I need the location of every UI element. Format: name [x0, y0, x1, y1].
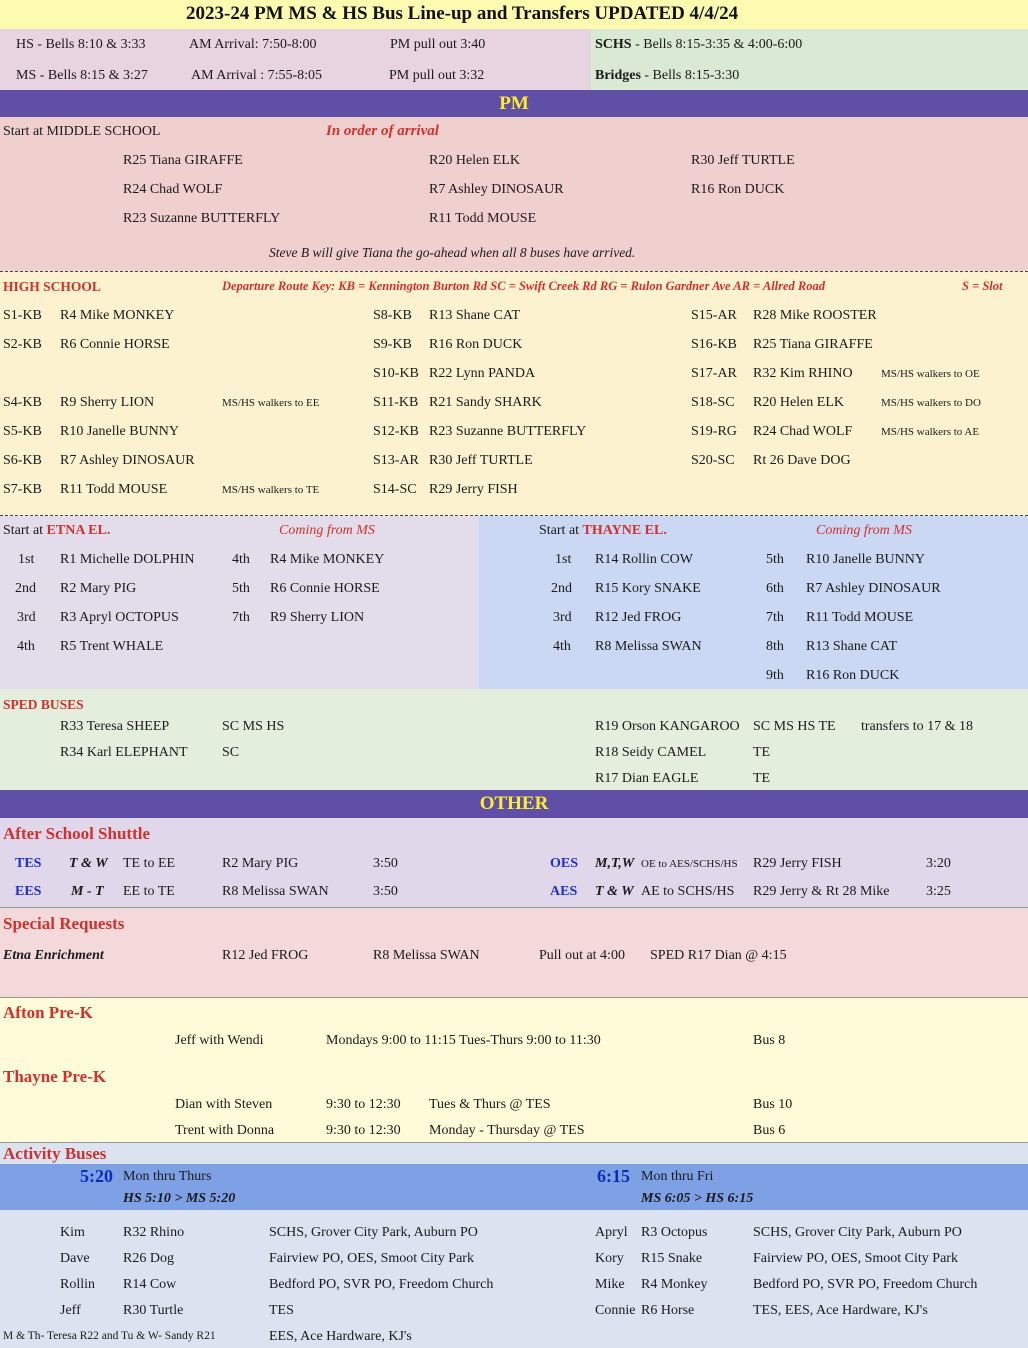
- activity-who: Kory: [595, 1251, 624, 1266]
- thayne-bus: R11 Todd MOUSE: [806, 610, 914, 625]
- thayne-ord: 5th: [766, 552, 784, 567]
- hs-slot: S13-AR: [373, 453, 419, 468]
- thayne-bus: R8 Melissa SWAN: [595, 639, 702, 654]
- shuttle-time: 3:20: [926, 856, 951, 871]
- prek-section: [0, 997, 1028, 1142]
- hs-bus: R30 Jeff TURTLE: [429, 453, 533, 468]
- elementary-section: [0, 515, 1028, 689]
- hs-walker-note: MS/HS walkers to DO: [881, 397, 981, 409]
- hs-bus: R22 Lynn PANDA: [429, 366, 536, 381]
- hs-walker-note: MS/HS walkers to EE: [222, 397, 320, 409]
- etna-ord: 4th: [17, 639, 35, 654]
- etna-bus: R1 Michelle DOLPHIN: [60, 552, 195, 567]
- ms-bells: MS - Bells 8:15 & 3:27: [16, 68, 148, 83]
- prek-days: Monday - Thursday @ TES: [429, 1123, 585, 1138]
- thayne-ord: 8th: [766, 639, 784, 654]
- hs-bus: R32 Kim RHINO: [753, 366, 853, 381]
- activity-right-sub: MS 6:05 > HS 6:15: [641, 1191, 754, 1206]
- ms-bus-col2-1: R7 Ashley DINOSAUR: [429, 182, 564, 197]
- hs-bus: R29 Jerry FISH: [429, 482, 518, 497]
- prek-who: Trent with Donna: [175, 1123, 275, 1138]
- shuttle-school: AES: [550, 884, 578, 899]
- sped-bus: R34 Karl ELEPHANT: [60, 745, 188, 760]
- shuttle-bus: R29 Jerry & Rt 28 Mike: [753, 884, 890, 899]
- special-pullout: Pull out at 4:00: [539, 948, 625, 963]
- hs-slot: S12-KB: [373, 424, 419, 439]
- hs-pm-pullout: PM pull out 3:40: [390, 37, 486, 52]
- activity-bus: R32 Rhino: [123, 1225, 185, 1240]
- activity-bus: R30 Turtle: [123, 1303, 184, 1318]
- activity-stops: Fairview PO, OES, Smoot City Park: [753, 1251, 958, 1266]
- hs-slot: S17-AR: [691, 366, 737, 381]
- etna-ord: 4th: [232, 552, 250, 567]
- thayne-ord: 6th: [766, 581, 784, 596]
- sped-dest: SC: [222, 745, 240, 760]
- activity-times-bar: [0, 1164, 1028, 1210]
- activity-bus: R6 Horse: [641, 1303, 695, 1318]
- thayne-ord: 9th: [766, 668, 784, 683]
- etna-ord: 2nd: [15, 581, 36, 596]
- thayne-bus: R13 Shane CAT: [806, 639, 897, 654]
- activity-stops: SCHS, Grover City Park, Auburn PO: [753, 1225, 962, 1240]
- thayne-ord: 1st: [555, 552, 572, 567]
- pm-middle-school: [0, 117, 1028, 271]
- hs-slot: S9-KB: [373, 337, 412, 352]
- activity-bus: R26 Dog: [123, 1251, 174, 1266]
- prek-time: 9:30 to 12:30: [326, 1097, 401, 1112]
- hs-walker-note: MS/HS walkers to AE: [881, 426, 980, 438]
- etna-bus: R9 Sherry LION: [270, 610, 365, 625]
- activity-title-row: [0, 1142, 1028, 1164]
- title-bar: [0, 0, 1028, 29]
- activity-title: Activity Buses: [3, 1144, 107, 1163]
- shuttle-section: [0, 818, 1028, 907]
- ms-bus-col3-1: R16 Ron DUCK: [691, 182, 785, 197]
- thayne-bus: R16 Ron DUCK: [806, 668, 900, 683]
- activity-who: Dave: [60, 1251, 90, 1266]
- activity-who: Kim: [60, 1225, 85, 1240]
- hs-slot: S4-KB: [3, 395, 42, 410]
- shuttle-school: EES: [15, 884, 42, 899]
- hs-bus: R13 Shane CAT: [429, 308, 520, 323]
- etna-ord: 1st: [18, 552, 35, 567]
- sped-title: SPED BUSES: [3, 697, 84, 712]
- shuttle-school: TES: [15, 856, 42, 871]
- hs-bells: HS - Bells 8:10 & 3:33: [16, 37, 146, 52]
- hs-slot: S10-KB: [373, 366, 419, 381]
- etna-ord: 3rd: [17, 610, 36, 625]
- hs-slot: S16-KB: [691, 337, 737, 352]
- shuttle-bus: R8 Melissa SWAN: [222, 884, 329, 899]
- special-bus: R12 Jed FROG: [222, 948, 309, 963]
- special-bus: R8 Melissa SWAN: [373, 948, 480, 963]
- prek-who: Dian with Steven: [175, 1097, 273, 1112]
- bells-section: [0, 29, 1028, 90]
- activity-who: Mike: [595, 1277, 625, 1292]
- shuttle-school: OES: [550, 856, 579, 871]
- activity-stops: Fairview PO, OES, Smoot City Park: [269, 1251, 474, 1266]
- activity-who: Rollin: [60, 1277, 96, 1292]
- hs-walker-note: MS/HS walkers to TE: [222, 484, 320, 496]
- activity-bus: R15 Snake: [641, 1251, 703, 1266]
- hs-bus: R16 Ron DUCK: [429, 337, 523, 352]
- page-title: 2023-24 PM MS & HS Bus Line-up and Transfers UPDATED 4/4/24: [186, 3, 739, 24]
- special-requests-section: [0, 907, 1028, 997]
- activity-stops: TES: [269, 1303, 294, 1318]
- etna-coming: Coming from MS: [279, 523, 375, 538]
- hs-bus: R20 Helen ELK: [753, 395, 844, 410]
- afton-who: Jeff with Wendi: [175, 1033, 264, 1048]
- special-title: Special Requests: [3, 914, 125, 933]
- thayne-ord: 3rd: [553, 610, 572, 625]
- high-school-section: [0, 271, 1028, 515]
- prek-time: 9:30 to 12:30: [326, 1123, 401, 1138]
- sped-bus: R33 Teresa SHEEP: [60, 719, 170, 734]
- slot-key: S = Slot: [962, 279, 1003, 293]
- activity-who: Jeff: [60, 1303, 81, 1318]
- hs-slot: S14-SC: [373, 482, 417, 497]
- hs-bus: R7 Ashley DINOSAUR: [60, 453, 195, 468]
- ms-am-arrival: AM Arrival : 7:55-8:05: [191, 68, 323, 83]
- shuttle-days: M - T: [71, 884, 104, 899]
- activity-left-time: 5:20: [80, 1166, 113, 1186]
- thayne-prek-title: Thayne Pre-K: [3, 1067, 107, 1086]
- shuttle-time: 3:25: [926, 884, 951, 899]
- hs-bus: R21 Sandy SHARK: [429, 395, 542, 410]
- shuttle-bus: R29 Jerry FISH: [753, 856, 842, 871]
- ms-bus-col1-1: R24 Chad WOLF: [123, 182, 223, 197]
- hs-slot: S2-KB: [3, 337, 42, 352]
- thayne-bg: [479, 516, 1028, 690]
- activity-last-who: M & Th- Teresa R22 and Tu & W- Sandy R21: [3, 1330, 216, 1342]
- prek-days: Tues & Thurs @ TES: [429, 1097, 551, 1112]
- hs-bus: R6 Connie HORSE: [60, 337, 170, 352]
- thayne-bus: R15 Kory SNAKE: [595, 581, 701, 596]
- order-label: In order of arrival: [326, 123, 439, 139]
- activity-stops: Bedford PO, SVR PO, Freedom Church: [269, 1277, 494, 1292]
- activity-who: Connie: [595, 1303, 636, 1318]
- activity-stops: TES, EES, Ace Hardware, KJ's: [753, 1303, 928, 1318]
- thayne-coming: Coming from MS: [816, 523, 912, 538]
- sped-section: [0, 689, 1028, 790]
- shuttle-days: T & W: [595, 884, 634, 899]
- thayne-start: Start at THAYNE EL.: [539, 523, 667, 538]
- ms-pm-pullout: PM pull out 3:32: [389, 68, 485, 83]
- hs-slot: S8-KB: [373, 308, 412, 323]
- sped-dest: TE: [753, 771, 771, 786]
- hs-bus: R9 Sherry LION: [60, 395, 155, 410]
- hs-slot: S19-RG: [691, 424, 737, 439]
- pm-section-bar: PM: [0, 90, 1028, 117]
- shuttle-time: 3:50: [373, 884, 398, 899]
- sped-dest: TE: [753, 745, 771, 760]
- route-key: Departure Route Key: KB = Kennington Burton Rd SC = Swift Creek Rd RG = Rulon Gardner Ave AR = Allred Road: [222, 279, 826, 293]
- etna-bus: R3 Apryl OCTOPUS: [60, 610, 179, 625]
- ms-bus-col2-0: R20 Helen ELK: [429, 153, 520, 168]
- hs-slot: S7-KB: [3, 482, 42, 497]
- hs-slot: S1-KB: [3, 308, 42, 323]
- thayne-bus: R7 Ashley DINOSAUR: [806, 581, 941, 596]
- ms-bus-col3-0: R30 Jeff TURTLE: [691, 153, 795, 168]
- schs-bells: SCHS - Bells 8:15-3:35 & 4:00-6:00: [595, 37, 803, 52]
- etna-bus: R2 Mary PIG: [60, 581, 137, 596]
- shuttle-bus: R2 Mary PIG: [222, 856, 299, 871]
- shuttle-title: After School Shuttle: [3, 824, 151, 843]
- shuttle-route: TE to EE: [123, 856, 176, 871]
- hs-bus: R11 Todd MOUSE: [60, 482, 168, 497]
- sped-bus: R19 Orson KANGAROO: [595, 719, 740, 734]
- hs-am-arrival: AM Arrival: 7:50-8:00: [189, 37, 317, 52]
- shuttle-days: M,T,W: [595, 856, 635, 871]
- hs-bus: Rt 26 Dave DOG: [753, 453, 851, 468]
- etna-bus: R5 Trent WHALE: [60, 639, 164, 654]
- hs-bus: R25 Tiana GIRAFFE: [753, 337, 873, 352]
- ms-start-label: Start at MIDDLE SCHOOL: [3, 124, 161, 139]
- bridges-bells: Bridges - Bells 8:15-3:30: [595, 68, 740, 83]
- hs-bus: R23 Suzanne BUTTERFLY: [429, 424, 587, 439]
- hs-slot: S18-SC: [691, 395, 735, 410]
- shuttle-route: AE to SCHS/HS: [641, 884, 735, 899]
- thayne-bus: R10 Janelle BUNNY: [806, 552, 925, 567]
- activity-list: [0, 1210, 1028, 1348]
- activity-bus: R4 Monkey: [641, 1277, 708, 1292]
- etna-ord: 7th: [232, 610, 250, 625]
- sped-dest: SC MS HS TE: [753, 719, 836, 734]
- activity-left-days: Mon thru Thurs: [123, 1169, 212, 1184]
- sped-transfer-note: transfers to 17 & 18: [861, 719, 973, 734]
- etna-bg: [0, 516, 479, 690]
- hs-slot: S6-KB: [3, 453, 42, 468]
- hs-walker-note: MS/HS walkers to OE: [881, 368, 980, 380]
- activity-stops: Bedford PO, SVR PO, Freedom Church: [753, 1277, 978, 1292]
- ms-bus-col1-2: R23 Suzanne BUTTERFLY: [123, 211, 281, 226]
- hs-slot: S20-SC: [691, 453, 735, 468]
- activity-who: Apryl: [595, 1225, 628, 1240]
- activity-right-time: 6:15: [597, 1166, 630, 1186]
- ms-note: Steve B will give Tiana the go-ahead when all 8 buses have arrived.: [269, 245, 636, 260]
- etna-bus: R6 Connie HORSE: [270, 581, 380, 596]
- hs-bus: R4 Mike MONKEY: [60, 308, 175, 323]
- afton-bus: Bus 8: [753, 1033, 786, 1048]
- prek-bus: Bus 10: [753, 1097, 793, 1112]
- hs-bus: R24 Chad WOLF: [753, 424, 853, 439]
- thayne-ord: 4th: [553, 639, 571, 654]
- ms-bus-col1-0: R25 Tiana GIRAFFE: [123, 153, 243, 168]
- activity-left-sub: HS 5:10 > MS 5:20: [123, 1191, 236, 1206]
- shuttle-days: T & W: [69, 856, 108, 871]
- shuttle-time: 3:50: [373, 856, 398, 871]
- sped-bus: R17 Dian EAGLE: [595, 771, 699, 786]
- prek-bus: Bus 6: [753, 1123, 786, 1138]
- hs-slot: S5-KB: [3, 424, 42, 439]
- hs-slot: S11-KB: [373, 395, 419, 410]
- afton-title: Afton Pre-K: [3, 1003, 93, 1022]
- special-label: Etna Enrichment: [3, 948, 104, 963]
- activity-last-stops: EES, Ace Hardware, KJ's: [269, 1329, 412, 1344]
- hs-slot: S15-AR: [691, 308, 737, 323]
- activity-stops: SCHS, Grover City Park, Auburn PO: [269, 1225, 478, 1240]
- etna-bus: R4 Mike MONKEY: [270, 552, 385, 567]
- special-sped: SPED R17 Dian @ 4:15: [650, 948, 787, 963]
- thayne-ord: 7th: [766, 610, 784, 625]
- activity-right-days: Mon thru Fri: [641, 1169, 714, 1184]
- etna-start: Start at ETNA EL.: [3, 523, 111, 538]
- other-section-bar: OTHER: [0, 790, 1028, 818]
- hs-bus: R10 Janelle BUNNY: [60, 424, 179, 439]
- activity-bus: R14 Cow: [123, 1277, 177, 1292]
- hs-title: HIGH SCHOOL: [3, 279, 101, 294]
- etna-ord: 5th: [232, 581, 250, 596]
- sped-dest: SC MS HS: [222, 719, 285, 734]
- shuttle-route: OE to AES/SCHS/HS: [641, 858, 738, 870]
- thayne-bus: R14 Rollin COW: [595, 552, 694, 567]
- hs-bus: R28 Mike ROOSTER: [753, 308, 877, 323]
- ms-bus-col2-2: R11 Todd MOUSE: [429, 211, 537, 226]
- thayne-bus: R12 Jed FROG: [595, 610, 682, 625]
- shuttle-route: EE to TE: [123, 884, 175, 899]
- thayne-ord: 2nd: [551, 581, 572, 596]
- afton-when: Mondays 9:00 to 11:15 Tues-Thurs 9:00 to 11:30: [326, 1033, 601, 1048]
- activity-bus: R3 Octopus: [641, 1225, 708, 1240]
- sped-bus: R18 Seidy CAMEL: [595, 745, 707, 760]
